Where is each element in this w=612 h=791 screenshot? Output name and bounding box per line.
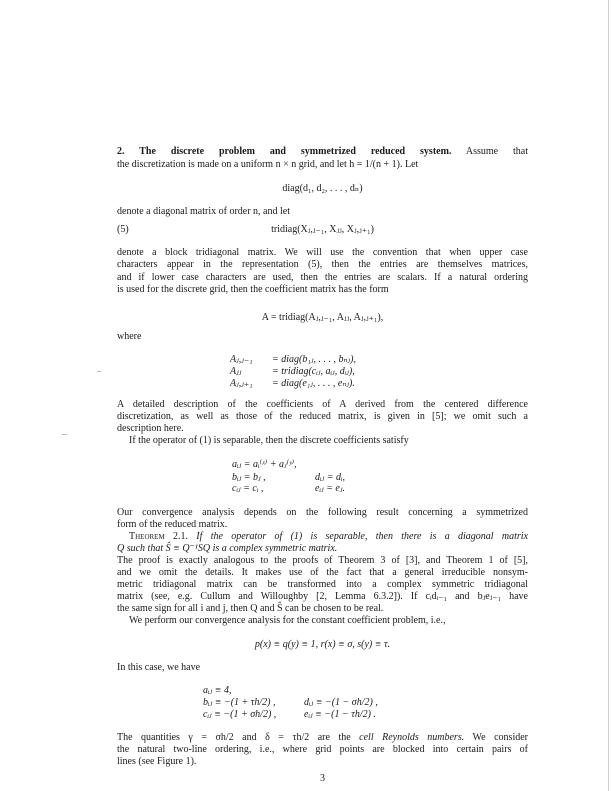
- eq-case: eᵢⱼ ≡ −(1 − τh/2) .: [304, 709, 376, 720]
- eq-sep: aᵢⱼ = aᵢ⁽ˣ⁾ + aⱼ⁽ʸ⁾,: [232, 459, 297, 470]
- paragraph-line: characters appear in the representation (5), then the entries are themselves matrices,: [117, 259, 528, 270]
- eq-sep: eᵢⱼ = eⱼ.: [315, 483, 345, 494]
- eq-block-lhs: Aⱼ,ⱼ₊₁: [230, 378, 253, 389]
- page-number: 3: [320, 773, 325, 784]
- paragraph-line: the natural two-line ordering, i.e., where grid points are blocked into certain pairs of: [117, 744, 528, 755]
- equation-diag: diag(d₁, d₂, . . . , dₙ): [282, 183, 363, 194]
- theorem-line: Q such that Ŝ ≡ Q⁻¹SQ is a complex symmetric matrix.: [117, 543, 338, 554]
- scan-edge: [608, 0, 609, 791]
- equation-5: tridiag(Xⱼ,ⱼ₋₁, Xⱼⱼ, Xⱼ,ⱼ₊₁): [271, 224, 374, 235]
- theorem-label: Theorem 2.1.: [129, 531, 188, 542]
- eq-case: bᵢⱼ ≡ −(1 + τh/2) ,: [203, 697, 276, 708]
- eq-sep: cᵢⱼ = cᵢ ,: [232, 483, 264, 494]
- where-label: where: [117, 331, 142, 342]
- paragraph-line: If the operator of (1) is separable, then the discrete coefficients satisfy: [129, 435, 409, 446]
- paragraph-line: The quantities γ = σh/2 and δ = τh/2 are the cell Reynolds numbers. We consider: [117, 732, 528, 743]
- paragraph-line: discretization, as well as those of the reduced matrix, is given in [5]; we omit such a: [117, 411, 528, 422]
- paragraph-line: and we omit the details. It makes use of the fact that a general irreducible nonsym-: [117, 567, 528, 578]
- paragraph-line: form of the reduced matrix.: [117, 519, 228, 530]
- eq-block-lhs: Aⱼⱼ: [230, 366, 242, 377]
- equation-A: A = tridiag(Aⱼ,ⱼ₋₁, Aⱼⱼ, Aⱼ,ⱼ₊₁),: [261, 312, 384, 323]
- paragraph-line: lines (see Figure 1).: [117, 756, 197, 767]
- paragraph-line: The proof is exactly analogous to the proofs of Theorem 3 of [3], and Theorem 1 of [5],: [117, 555, 528, 566]
- paragraph-line: and if lower case characters are used, then the entries are scalars. If a natural ordering: [117, 272, 528, 283]
- section-heading: 2. The discrete problem and symmetrized reduced system.: [117, 146, 452, 157]
- eq-block-rhs: = tridiag(cᵢⱼ, aᵢⱼ, dᵢⱼ),: [272, 366, 355, 377]
- scan-mark: [97, 371, 101, 372]
- scan-mark: [62, 434, 67, 435]
- eq-block-rhs: = diag(b₁ⱼ, . . . , bₙⱼ),: [272, 354, 356, 365]
- equation-constant: p(x) ≡ q(y) ≡ 1, r(x) ≡ σ, s(y) ≡ τ.: [254, 639, 391, 650]
- paragraph-line: Our convergence analysis depends on the following result concerning a symmetrized: [117, 507, 528, 518]
- eq-case: dᵢⱼ ≡ −(1 − σh/2) ,: [304, 697, 378, 708]
- eq-case: aᵢⱼ ≡ 4,: [203, 685, 232, 696]
- equation-5-label: (5): [117, 224, 129, 235]
- paragraph-line: the discretization is made on a uniform n × n grid, and let h = 1/(n + 1). Let: [117, 159, 419, 170]
- section-heading-line: 2. The discrete problem and symmetrized reduced system. Assume that: [117, 146, 528, 157]
- paragraph-line: A detailed description of the coefficients of A derived from the centered difference: [117, 399, 528, 410]
- eq-block-lhs: Aⱼ,ⱼ₋₁: [230, 354, 253, 365]
- paragraph-line: metric tridiagonal matrix can be transformed into a complex symmetric tridiagonal: [117, 579, 528, 590]
- paragraph-line: is used for the discrete grid, then the coefficient matrix has the form: [117, 284, 389, 295]
- paragraph-line: In this case, we have: [117, 662, 201, 673]
- paragraph-line: the same sign for all i and j, then Q and Ŝ can be chosen to be real.: [117, 603, 384, 614]
- eq-sep: bᵢⱼ = bⱼ ,: [232, 472, 266, 483]
- cell-reynolds-term: cell Reynolds numbers.: [359, 732, 465, 743]
- paragraph-line: denote a diagonal matrix of order n, and let: [117, 206, 290, 217]
- eq-block-rhs: = diag(e₁ⱼ, . . . , eₙⱼ).: [272, 378, 355, 389]
- paragraph-line: description here.: [117, 423, 184, 434]
- theorem-line: Theorem 2.1. If the operator of (1) is separable, then there is a diagonal matrix: [129, 531, 528, 542]
- eq-sep: dᵢⱼ = dᵢ,: [315, 472, 346, 483]
- paragraph-line: matrix (see, e.g. Cullum and Willoughby [2, Lemma 6.3.2]). If cᵢdᵢ₋₁ and bⱼeⱼ₋₁ have: [117, 591, 528, 602]
- paragraph-line: We perform our convergence analysis for the constant coefficient problem, i.e.,: [129, 615, 446, 626]
- eq-case: cᵢⱼ ≡ −(1 + σh/2) ,: [203, 709, 277, 720]
- paragraph-line: denote a block tridiagonal matrix. We will use the convention that when upper case: [117, 247, 528, 258]
